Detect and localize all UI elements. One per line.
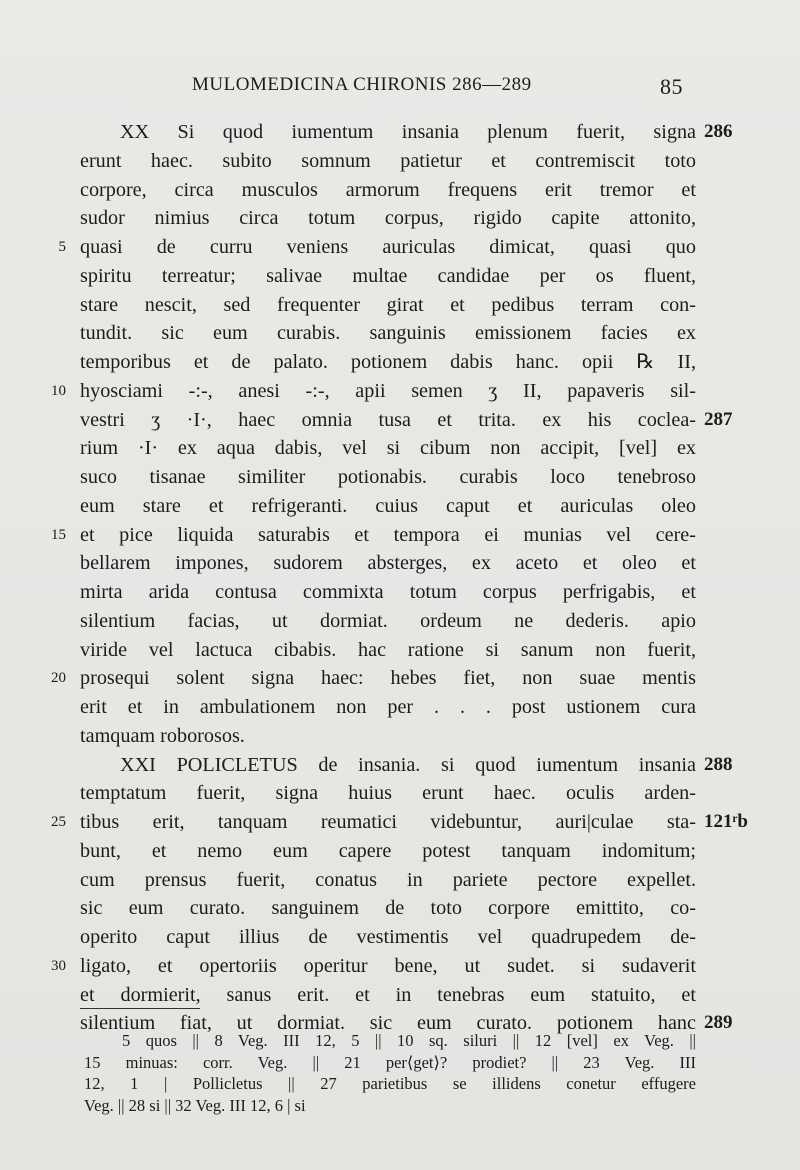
text-line: [0, 291, 800, 320]
line-number: 10: [51, 382, 66, 399]
running-title: MULOMEDICINA CHIRONIS 286—289: [192, 74, 532, 95]
margin-reference: 289: [704, 1012, 733, 1034]
line-text: bunt, et nemo eum capere potest tanquam indomitum;: [80, 839, 696, 862]
line-number: 25: [51, 814, 66, 830]
line-text: et dormierit, sanus erit. et in tenebras eum statuito, et: [80, 983, 696, 1006]
margin-reference: 121ʳb: [704, 811, 748, 832]
text-line: [0, 319, 800, 348]
text-line: [0, 722, 800, 751]
text-line: [0, 636, 800, 665]
line-text: temporibus et de palato. potionem dabis hanc. opii ℞ II,: [80, 351, 696, 373]
text-line: [0, 262, 800, 291]
line-number: 15: [51, 526, 66, 543]
line-text: erit et in ambulationem non per . . . post ustionem cura: [80, 696, 696, 718]
line-text: bellarem impones, sudorem absterges, ex aceto et oleo et: [80, 552, 696, 575]
critical-apparatus: [84, 1030, 696, 1116]
line-text: tamquam roborosos.: [80, 724, 245, 747]
line-number: 20: [51, 670, 66, 687]
text-line: [0, 981, 800, 1010]
text-line: [0, 233, 800, 262]
text-line: [0, 434, 800, 463]
line-text: temptatum fuerit, signa huius erunt haec. oculis arden-: [80, 782, 696, 805]
line-text: et pice liquida saturabis et tempora ei munias vel cere-: [80, 523, 696, 546]
line-text: prosequi solent signa haec: hebes fiet, non suae mentis: [80, 667, 696, 690]
line-text: erunt haec. subito somnum patietur et contremiscit toto: [80, 149, 696, 172]
line-text: vestri ʒ ·I·, haec omnia tusa et trita. ex his coclea-: [80, 408, 696, 431]
text-line: [0, 894, 800, 923]
text-line: [0, 463, 800, 492]
text-line: [0, 779, 800, 808]
text-line: [0, 923, 800, 952]
line-text: XX Si quod iumentum insania plenum fuerit, signa: [120, 121, 696, 143]
text-line: [0, 492, 800, 521]
apparatus-line: Veg. || 28 si || 32 Veg. III 12, 6 | si: [84, 1095, 306, 1115]
text-line: [0, 664, 800, 693]
line-text: sic eum curato. sanguinem de toto corpore emittito, co-: [80, 897, 696, 920]
text-line: [0, 808, 800, 837]
text-line: [0, 147, 800, 176]
text-line: [0, 549, 800, 578]
line-text: tibus erit, tanquam reumatici videbuntur, auri|culae sta-: [80, 811, 696, 833]
line-text: mirta arida contusa commixta totum corpus perfrigabis, et: [80, 581, 696, 603]
line-text: operito caput illius de vestimentis vel quadrupedem de-: [80, 926, 696, 948]
page-number: 85: [660, 74, 683, 99]
text-line: [0, 751, 800, 780]
margin-reference: 287: [704, 408, 733, 430]
text-line: [0, 204, 800, 233]
text-line: [0, 406, 800, 435]
text-line: [0, 952, 800, 981]
text-line: [0, 578, 800, 607]
apparatus-line: 15 minuas: corr. Veg. || 21 per⟨get⟩? prodiet? || 23 Veg. III: [84, 1052, 696, 1072]
line-text: sudor nimius circa totum corpus, rigido capite attonito,: [80, 207, 696, 230]
line-text: spiritu terreatur; salivae multae candidae per os fluent,: [80, 264, 696, 287]
text-line: [0, 866, 800, 895]
text-line: [0, 521, 800, 550]
apparatus-line: 12, 1 | Pollicletus || 27 parietibus se illidens conetur effugere: [84, 1074, 696, 1093]
line-text: eum stare et refrigeranti. cuius caput et auriculas oleo: [80, 494, 696, 517]
text-line: [0, 693, 800, 722]
text-line: [0, 377, 800, 406]
line-number: 5: [58, 239, 66, 255]
margin-reference: 286: [704, 121, 733, 142]
text-line: [0, 837, 800, 866]
line-text: cum prensus fuerit, conatus in pariete pectore expellet.: [80, 868, 696, 891]
text-line: [0, 176, 800, 205]
line-text: hyosciami -:-, anesi -:-, apii semen ʒ II, papaveris sil-: [80, 379, 696, 402]
margin-reference: 288: [704, 753, 733, 775]
line-text: XXI POLICLETUS de insania. si quod iumentum insania: [120, 753, 696, 776]
line-text: rium ·I· ex aqua dabis, vel si cibum non accipit, [vel] ex: [80, 437, 696, 460]
line-text: tundit. sic eum curabis. sanguinis emissionem facies ex: [80, 322, 696, 345]
line-text: silentium facias, ut dormiat. ordeum ne dederis. apio: [80, 609, 696, 632]
line-text: corpore, circa musculos armorum frequens erit tremor et: [80, 178, 696, 201]
apparatus-line: 5 quos || 8 Veg. III 12, 5 || 10 sq. siluri || 12 [vel] ex Veg. ||: [122, 1031, 696, 1050]
text-line: [0, 118, 800, 147]
line-text: quasi de curru veniens auriculas dimicat, quasi quo: [80, 236, 696, 258]
text-line: [0, 348, 800, 377]
line-number: 30: [51, 957, 66, 974]
running-header: [0, 74, 800, 104]
line-text: ligato, et opertoriis operitur bene, ut sudet. si sudaverit: [80, 954, 696, 977]
line-text: suco tisanae similiter potionabis. curabis loco tenebroso: [80, 466, 696, 488]
main-text: [0, 118, 800, 1038]
line-text: stare nescit, sed frequenter girat et pedibus terram con-: [80, 293, 696, 316]
footnote-rule: [80, 1008, 200, 1009]
line-text: viride vel lactuca cibabis. hac ratione si sanum non fuerit,: [80, 638, 696, 661]
text-line: [0, 607, 800, 636]
line-text: silentium fiat, ut dormiat. sic eum curato. potionem hanc: [80, 1012, 696, 1035]
